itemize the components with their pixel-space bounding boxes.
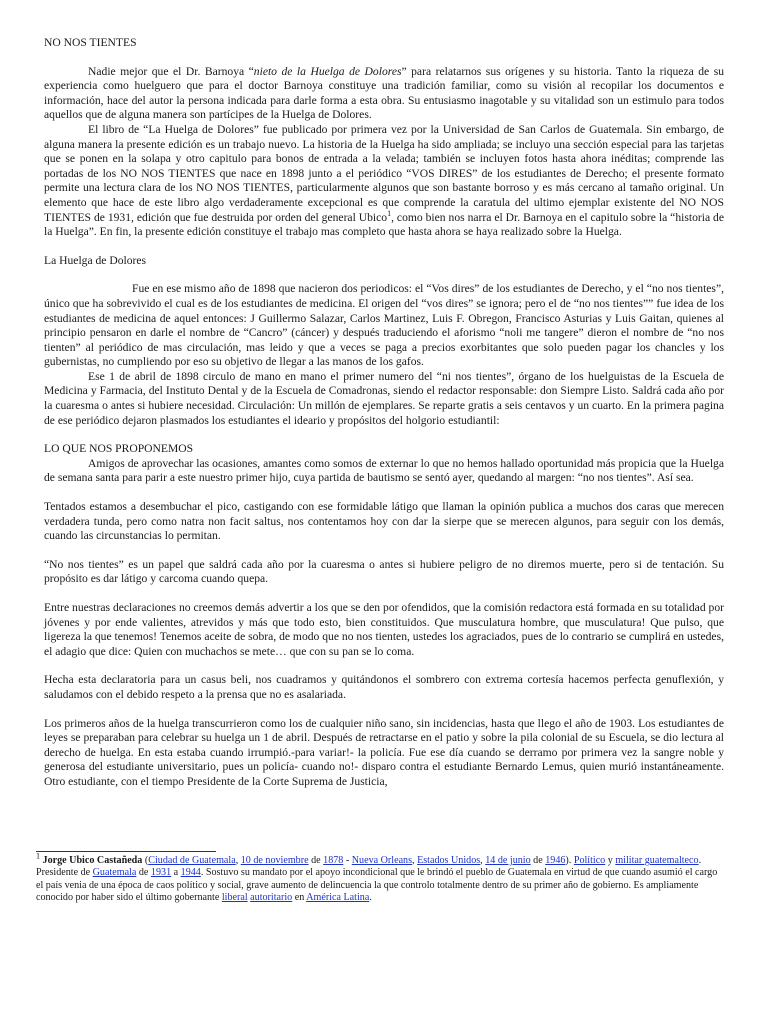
link-10-de-noviembre[interactable]: 10 de noviembre	[240, 855, 309, 866]
paragraph-amigos: Amigos de aprovechar las ocasiones, amantes como somos de externar lo que no hemos hallado oportunidad más propicia que la Huelga de semana santa para parir a este nuestro primer hijo, cuya partida de bautismo se sentó ayer, quedando al margen: “no nos tientes”. Así sea.	[44, 456, 724, 485]
text-run: Nadie mejor que el Dr. Barnoya “	[88, 64, 254, 78]
link-autoritario[interactable]: autoritario	[250, 892, 293, 904]
document-title: NO NOS TIENTES	[44, 36, 137, 49]
footnote	[36, 851, 726, 905]
text-run: y	[605, 855, 616, 866]
text-run: (	[142, 855, 149, 866]
paragraph-tentados: Tentados estamos a desembuchar el pico, castigando con ese formidable látigo que llaman la opinión publica a muchos dos caras que merecen verdadera tunda, pero como natra non facit saltus, nos contentamos hoy con dar la sierpe que se merecen algunos, para seguir con los demás, cuando las circunstancias lo permitan.	[44, 500, 724, 543]
italic-phrase: nieto de la Huelga de Dolores	[253, 64, 402, 78]
text-run: . Sostuvo su mandato por el apoyo incondicional que le brindó el pueblo de Guatemala en virtud de que cuando asumió el cargo el país venia de una época de caos político y social, grave aumento de delincuencia la que controlo totalmente dentro de su primer año de gobierno. Es ampliamente conocido por haber sido el último gobernante	[36, 867, 718, 904]
footnote-separator	[36, 851, 216, 852]
text-run: El libro de “La Huelga de Dolores” fue publicado por primera vez por la Universidad de San Carlos de Guatemala. Sin embargo, de alguna manera la presente edición es un trabajo nuevo. La historia de la Huelga ha sido ampliada; se incluyo una sección especial para las tarjetas que se ponen en la solapa y otro capitulo para bonos de entrada a la velada; también se incluyen fotos hasta ahora inéditas; comprende las portadas de los NO NOS TIENTES que nace en 1898 junto a el periódico “VOS DIRES” de los estudiantes de Derecho; el presente formato permite una lectura clara de los NO NOS TIENTES, particularmente algunos que son bastante borroso y es más cercano al tamaño original. Un elemento que hace de este libro algo verdaderamente excepcional es que comprende la caratula del ultimo ejemplar existente del NO NOS TIENTES de 1931, edición que fue destruida por orden del general Ubico	[44, 122, 724, 224]
link-1944[interactable]: 1944	[180, 867, 201, 879]
text-run: en	[292, 892, 307, 904]
footnote-number: 1	[36, 851, 40, 861]
paragraph-periodicos: Fue en ese mismo año de 1898 que nacieron dos periodicos: el “Vos dires” de los estudiantes de Derecho, y el “no nos tientes”, único que ha sobrevivido el cual es de los estudiantes de medicina. El origen del “vos dires” se ignora; pero el de “no nos tientes”” fue idea de los estudiantes de medicina de aquel entonces: J Guillermo Salazar, Carlos Martinez, Luis F. Obregon, Francisco Asturias y Luis Gaitan, quienes al principio pensaron en darle el nombre de “Cancro” (cáncer) y después traduciendo el aforismo “noli me tangere” dieron el nombre de “no nos tienten” al periódico de mas circulación, mas leido y que a veces se paga a precios exorbitantes que solo pueden pagar los chancles y los gubernistas, no cumpliendo por eso su objetivo de llegar a las manos de los gafos.	[44, 282, 724, 369]
text-run: de	[530, 855, 546, 866]
link-ciudad-de-guatemala[interactable]: Ciudad de Guatemala	[148, 855, 236, 866]
text-run: de	[136, 867, 151, 879]
text-run: ” para relatarnos sus orígenes y su historia. Tanto la riqueza de su experiencia como huelguero que para el doctor Barnoya constituye una tradición familiar, como su visión al recopilar los documentos e información, hace del autor la persona indicada para darle forma a esta obra. Su entusiasmo inagotable y su vitalidad son un estimulo para todos aquellos que de alguna manera son partícipes de la Huelga de Dolores.	[44, 64, 725, 122]
paragraph-intro	[44, 65, 724, 123]
link-politico[interactable]: Político	[573, 855, 606, 866]
section-heading-proponemos: LO QUE NOS PROPONEMOS	[44, 442, 194, 456]
text-run: ,	[235, 855, 241, 866]
link-militar-guatemalteco[interactable]: militar guatemalteco	[615, 855, 699, 866]
paragraph-no-nos-tientes: “No nos tientes” es un papel que saldrá cada año por la cuaresma o antes si hubiere peligro de no diremos muerte, pero si de tentación. Su propósito es dar látigo y carcoma cuando quepa.	[44, 557, 724, 586]
paragraph-book	[44, 123, 724, 240]
link-estados-unidos[interactable]: Estados Unidos	[417, 855, 481, 866]
link-liberal[interactable]: liberal	[221, 892, 248, 904]
document-body	[44, 36, 724, 790]
link-1878[interactable]: 1878	[323, 855, 344, 866]
paragraph-declaratoria: Hecha esta declaratoria para un casus beli, nos cuadramos y quitándonos el sombrero con extrema cortesía hacemos perfecta genuflexión, y saludamos con el debido respeto a la prensa que no es asalariada.	[44, 673, 724, 701]
link-america-latina[interactable]: América Latina	[306, 892, 370, 904]
text-run: -	[343, 855, 352, 866]
paragraph-declaraciones: Entre nuestras declaraciones no creemos demás advertir a los que se den por ofendidos, que la comisión redactora está formada en su totalidad por jóvenes y por ende valientes, atrevidos y más que todo esto, bien constituidos. Que musculatura hombre, que musculatura! Que pulso, que ligereza la que tenemos! Tenemos aceite de sobra, de modo que no nos tienten, ustedes los agraciados, pues de lo contrario se cumplirá en ustedes, el adagio que dice: Quien con muchachos se mete… que con su pan se lo coma.	[44, 601, 724, 658]
link-nueva-orleans[interactable]: Nueva Orleans	[351, 855, 413, 866]
paragraph-primer-numero: Ese 1 de abril de 1898 circulo de mano en mano el primer numero del “ni nos tientes”, órgano de los huelguistas de la Escuela de Medicina y Farmacia, del Instituto Dental y de la Escuela de Comadronas, siendo el redactor responsable: don Siempre Listo. Saldrá cada año por la cuaresma o antes si hubiere necesidad. Circulación: Un millón de ejemplares. Se reparte gratis a seis centavos y un cuarto. En la primera pagina de ese periódico dejaron plasmados los estudiantes el ideario y propósitos del holgorio estudiantil:	[44, 369, 724, 427]
link-1946[interactable]: 1946	[545, 855, 566, 866]
text-run: ).	[565, 855, 574, 866]
link-14-de-junio[interactable]: 14 de junio	[485, 855, 531, 866]
text-run: ,	[412, 855, 418, 866]
paragraph-primeros-anos: Los primeros años de la huelga transcurrieron como los de cualquier niño sano, sin incidencias, hasta que llego el año de 1903. Los estudiantes de leyes se preparaban para celebrar su huelga un 1 de abril. Después de retractarse en el patio y sobre la pila colonial de su Escuela, se dio lectura al derecho de huelga. En esta estaba cuando irrumpió.-para variar!- la policía. Fue ese día cuando se derramo por primera vez la sangre noble y generosa del estudiante universitario, pues un policía- cuando no!- disparo contra el estudiante Bernardo Lemus, quien murió instantáneamente. Otro estudiante, con el tiempo Presidente de la Corte Suprema de Justicia,	[44, 716, 724, 788]
text-run: , como bien nos narra el Dr. Barnoya en el capitulo sobre la “historia de la Huelga”. En fin, la presente edición constituye el trabajo mas completo que hasta ahora se haya realizado sobre la Huelga.	[44, 210, 724, 239]
section-heading-huelga: La Huelga de Dolores	[44, 253, 147, 267]
text-run: de	[308, 855, 324, 866]
link-1931[interactable]: 1931	[150, 867, 172, 879]
text-run: .	[369, 892, 372, 904]
text-run: ,	[480, 855, 486, 866]
text-run: . Presidente de	[36, 855, 702, 879]
link-guatemala[interactable]: Guatemala	[92, 867, 137, 879]
text-run: a	[171, 867, 181, 879]
footnote-ref[interactable]: 1	[387, 208, 392, 218]
footnote-name: Jorge Ubico Castañeda	[42, 855, 143, 866]
